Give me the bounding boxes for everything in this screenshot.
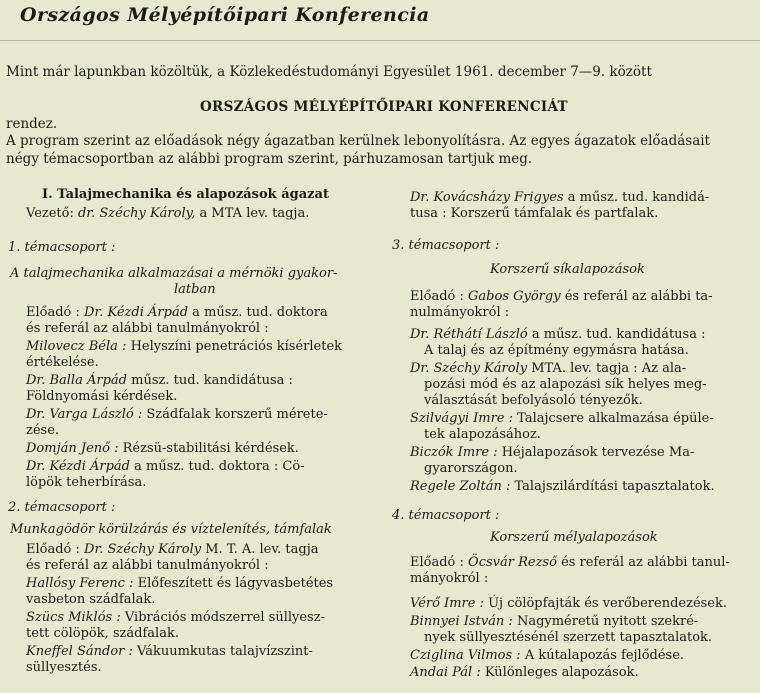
group-4-title: Korszerű mélyalapozások — [490, 530, 658, 545]
entry-cont: pozási mód és az alapozási sík helyes meg- — [424, 377, 707, 392]
entry-text: Kneffel Sándor : — [26, 644, 133, 659]
entry-text: és referál az alábbi ta- — [564, 289, 713, 304]
entry-text: Domján Jenő : — [26, 441, 119, 456]
entry — [410, 665, 639, 681]
entry-cont: gyarországon. — [424, 461, 518, 476]
entry-text: Talajcsere alkalmazása épüle- — [517, 411, 714, 426]
entry — [410, 361, 686, 377]
entry — [410, 327, 706, 343]
entry-text: Cziglina Vilmos : — [410, 648, 521, 663]
entry-text: Dr. Széchy Károly — [410, 361, 528, 376]
entry-text: Regele Zoltán : — [410, 479, 511, 494]
entry — [410, 445, 694, 461]
entry-text: Dr. Széchy Károly — [84, 542, 202, 557]
entry-text: Dr. Balla Árpád — [26, 373, 127, 388]
entry-text: Különleges alapozások. — [484, 665, 639, 680]
entry-text: Milovecz Béla : — [26, 339, 127, 354]
entry-text: Szücs Miklós : — [26, 610, 121, 625]
entry-text: Előadó : — [410, 555, 464, 570]
entry-text: Dr. Varga László : — [26, 407, 143, 422]
entry-cont: mányokról : — [410, 571, 489, 586]
entry-cont: tek alapozásához. — [424, 427, 541, 442]
entry-text: a MTA lev. tagja. — [199, 206, 310, 221]
entry-text: Binnyei István : — [410, 614, 513, 629]
entry-text: A kútalapozás fejlődése. — [524, 648, 685, 663]
entry-cont: és referál az alábbi tanulmányokról : — [26, 558, 269, 573]
entry — [410, 596, 727, 612]
entry-text: Talajszilárdítási tapasztalatok. — [514, 479, 715, 494]
entry-text: Előadó : — [410, 289, 464, 304]
page-title: Országos Mélyépítőipari Konferencia — [20, 4, 430, 26]
group-3-title: Korszerű síkalapozások — [490, 262, 645, 277]
entry-text: Gabos György — [468, 289, 561, 304]
entry-text: a műsz. tud. doktora : Cö- — [134, 459, 305, 474]
group-2-title: Munkagödör körülzárás és víztelenítés, támfalak — [10, 522, 332, 537]
entry-text: Vezető: — [26, 206, 74, 221]
group-4-label: 4. témacsoport : — [392, 508, 500, 523]
entry-text: Biczók Imre : — [410, 445, 498, 460]
entry-text: Új cölöpfajták és verőberendezések. — [488, 596, 728, 611]
group-1-label: 1. témacsoport : — [8, 240, 116, 255]
group-1-title-cont: latban — [174, 282, 216, 297]
entry-text: Dr. Kovácsházy Frigyes — [410, 190, 564, 205]
entry-cont: nyek süllyesztésénél szerzett tapasztalatok. — [424, 630, 713, 645]
entry-text: Dr. Kézdi Árpád — [26, 459, 130, 474]
program-line-1: A program szerint az előadások négy ágazatban kerülnek lebonyolításra. Az egyes ágazatok előadásait — [6, 133, 710, 149]
entry-text: a műsz. tud. doktora — [192, 305, 328, 320]
entry-text: dr. Széchy Károly, — [78, 206, 196, 221]
entry-text: Andai Pál : — [410, 665, 481, 680]
group-1-title: A talajmechanika alkalmazásai a mérnöki gyakor- — [10, 266, 338, 281]
entry-text: műsz. tud. kandidátusa : — [131, 373, 293, 388]
entry-text: Előadó : — [26, 305, 80, 320]
entry-text: Dr. Kézdi Árpád — [84, 305, 189, 320]
entry-cont: értékelése. — [26, 355, 99, 370]
entry-text: Vérő Imre : — [410, 596, 484, 611]
entry-text: Előadó : — [26, 542, 80, 557]
entry-text: a műsz. tud. kandidá- — [567, 190, 710, 205]
entry-text: Hallósy Ferenc : — [26, 576, 134, 591]
entry-cont: löpök teherbírása. — [26, 475, 147, 490]
intro-rendez: rendez. — [6, 116, 58, 132]
conference-name: ORSZÁGOS MÉLYÉPÍTŐIPARI KONFERENCIÁT — [200, 99, 568, 115]
entry-text: M. T. A. lev. tagja — [205, 542, 319, 557]
entry-cont: A talaj és az építmény egymásra hatása. — [424, 343, 689, 358]
intro-line: Mint már lapunkban közöltük, a Közlekedéstudományi Egyesület 1961. december 7—9. között — [6, 64, 652, 80]
entry-text: MTA. lev. tagja : Az ala- — [531, 361, 687, 376]
entry-cont: süllyesztés. — [26, 660, 102, 675]
entry — [410, 479, 715, 495]
entry-text: Héjalapozások tervezése Ma- — [501, 445, 695, 460]
entry-text: a műsz. tud. kandidátusa : — [531, 327, 706, 342]
entry — [410, 411, 714, 427]
entry-cont: választását befolyásoló tényezők. — [424, 393, 643, 408]
entry-text: Vákuumkutas talajvízszint- — [137, 644, 313, 659]
entry-cont: tett cölöpök, szádfalak. — [26, 626, 179, 641]
entry-text: Vibrációs módszerrel süllyesz- — [124, 610, 325, 625]
entry-cont: nulmányokról : — [410, 305, 510, 320]
entry-text: Rézsü-stabilitási kérdések. — [122, 441, 299, 456]
entry-text: Nagyméretű nyitott szekré- — [516, 614, 699, 629]
entry — [410, 648, 684, 664]
entry — [410, 289, 713, 305]
group-3-label: 3. témacsoport : — [392, 238, 500, 253]
entry-cont: tusa : Korszerű támfalak és partfalak. — [410, 206, 659, 221]
section-title: I. Talajmechanika és alapozások ágazat — [42, 187, 329, 202]
entry-text: Szilvágyi Imre : — [410, 411, 514, 426]
program-line-2: négy témacsoportban az alábbi program szerint, párhuzamosan tartjuk meg. — [6, 151, 533, 167]
entry — [410, 190, 709, 206]
entry-text: Öcsvár Rezső — [468, 555, 557, 570]
entry-cont: és referál az alábbi tanulmányokról : — [26, 321, 269, 336]
entry — [410, 614, 698, 630]
entry-cont: vasbeton szádfalak. — [26, 592, 156, 607]
entry-text: Szádfalak korszerű mérete- — [146, 407, 328, 422]
entry-text: és referál az alábbi tanul- — [561, 555, 730, 570]
group-2-label: 2. témacsoport : — [8, 500, 116, 515]
entry-text: Helyszíni penetrációs kísérletek — [130, 339, 343, 354]
entry — [410, 555, 730, 571]
entry-text: Dr. Réthátí László — [410, 327, 528, 342]
entry-cont: zése. — [26, 423, 60, 438]
entry-text: Előfeszített és lágyvasbetétes — [137, 576, 334, 591]
entry-cont: Földnyomási kérdések. — [26, 389, 178, 404]
